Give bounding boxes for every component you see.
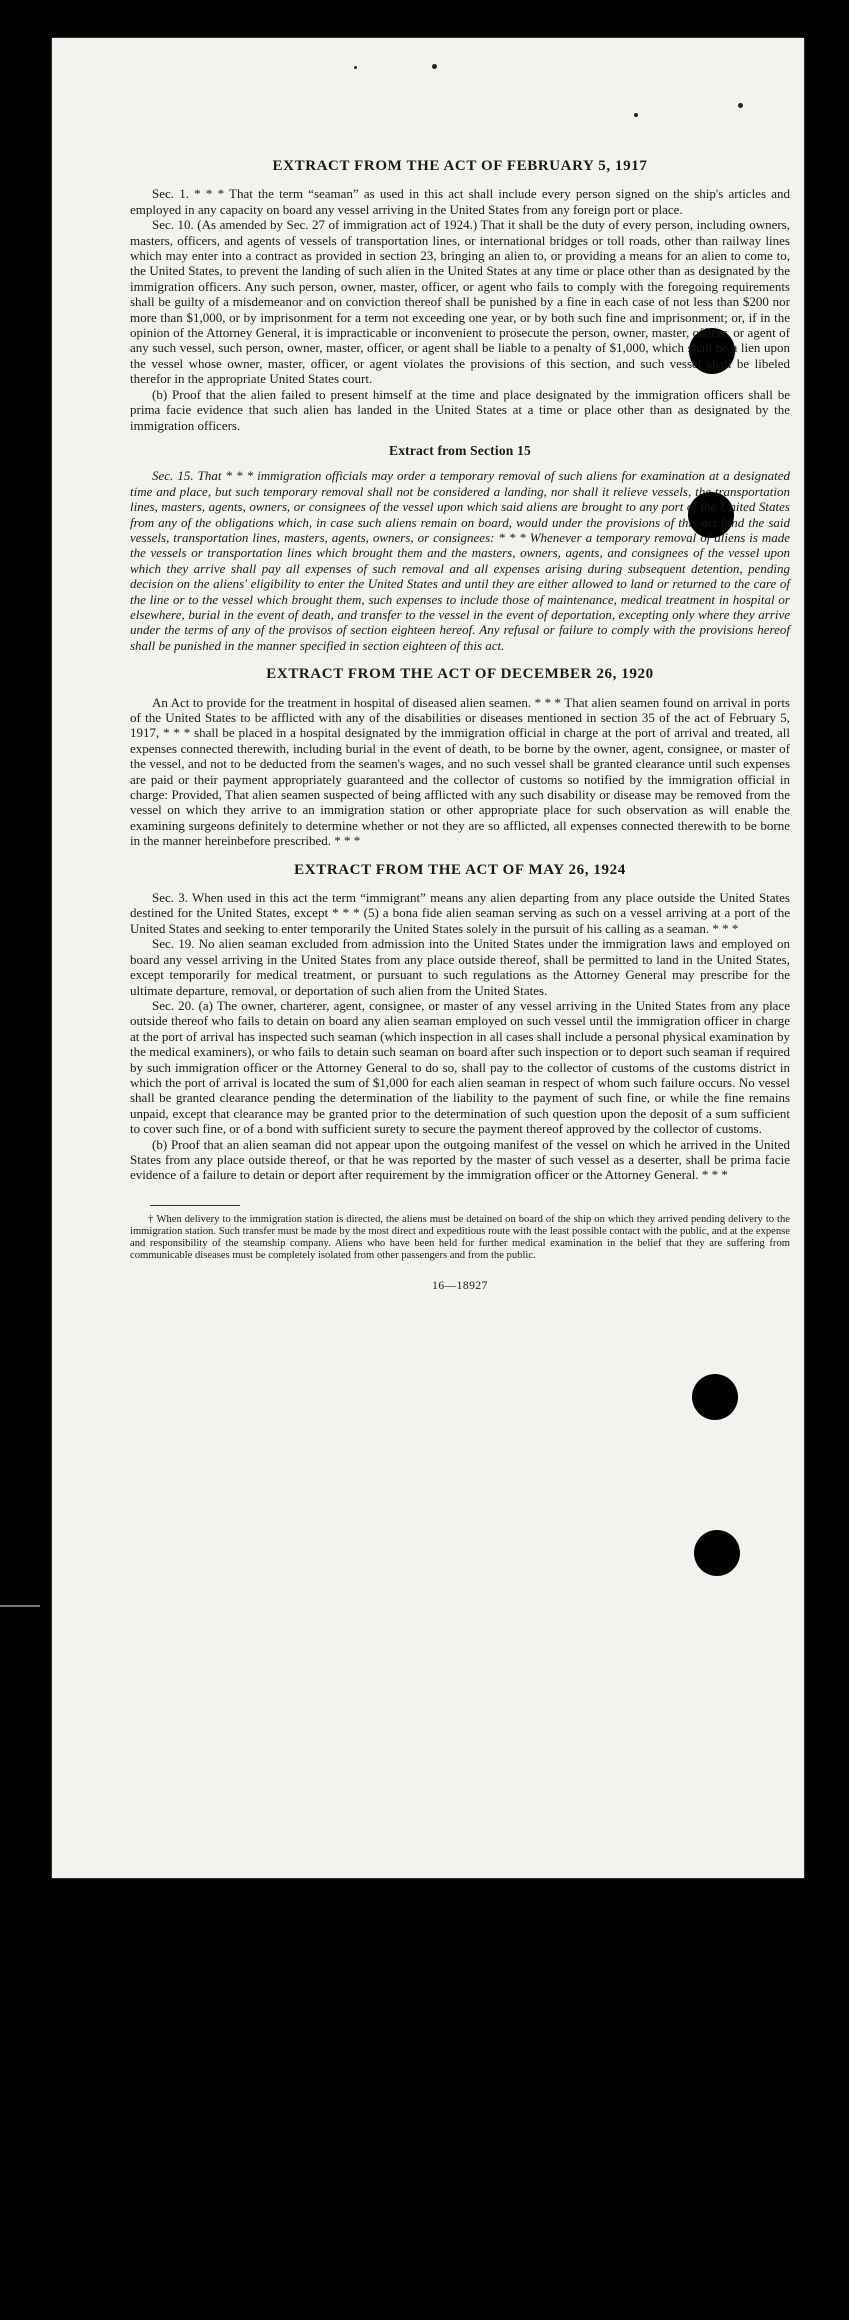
heading-act-1920: EXTRACT FROM THE ACT OF DECEMBER 26, 1920: [266, 666, 654, 683]
form-number: 16—18927: [432, 1279, 488, 1292]
punch-hole: [692, 1374, 738, 1420]
paragraph-sec-1: Sec. 1. * * * That the term “seaman” as used in this act shall include every person signed on the ship's articles and employed in any capacity on board any vessel arriving in the United States from any foreign port or place.: [130, 186, 790, 217]
document-page: [52, 38, 804, 1878]
footnote-divider: [150, 1205, 240, 1206]
footnote: † When delivery to the immigration station is directed, the aliens must be detained on board of the ship on which they arrived pending delivery to the immigration station. Such transfer must be made by the most direct and expeditious route with the least possible contact with the public, and at the expense and responsibility of the steamship company. Aliens who have been held for further medical examination in the belief that they are suffering from communicable diseases must be completely isolated from other passengers and from the public.: [130, 1213, 790, 1262]
scan-speck: [432, 64, 437, 69]
heading-act-1917: EXTRACT FROM THE ACT OF FEBRUARY 5, 1917: [272, 158, 648, 174]
scan-edge-mark: [0, 1605, 40, 1607]
paragraph-sec-15: Sec. 15. That * * * immigration officials may order a temporary removal of such aliens for examination at a designated time and place, but such temporary removal shall not be considered a landing, nor shall it relieve vessels, the transportation lines, masters, agents, owners, or consignees of the vessel upon which said aliens are brought to any port of the United States from any of the obligations which, in case such aliens remain on board, would under the provisions of this act bind the said vessels, transportation lines, masters, agents, owners, or consignees: * * * Whenever a temporary removal of aliens is made the vessels or transportation lines which brought them and the masters, owners, agents, and consignees of the vessel upon which they arrive shall pay all expenses of such removal and all expenses arising during subsequent detention, pending decision on the aliens' eligibility to enter the United States and until they are either allowed to land or returned to the care of the line or to the vessel which brought them, such expenses to include those of maintenance, medical treatment in hospital or elsewhere, burial in the event of death, and transfer to the vessel in the event of deportation, excepting only where they arrive under the terms of any of the provisos of section eighteen hereof. Any refusal or failure to comply with the provisions hereof shall be punished in the manner specified in section eighteen of this act.: [130, 468, 790, 653]
heading-section-15: Extract from Section 15: [389, 442, 531, 458]
scan-speck: [354, 66, 357, 69]
paragraph-sec-19: Sec. 19. No alien seaman excluded from admission into the United States under the immigration laws and employed on board any vessel arriving in the United States from any place outside thereof, shall be permitted to land in the United States, except temporarily for medical treatment, or pursuant to such regulations as the Attorney General may prescribe for the ultimate departure, removal, or deportation of such alien from the United States.: [130, 936, 790, 998]
paragraph-act-1920: An Act to provide for the treatment in hospital of diseased alien seamen. * * * That alien seamen found on arrival in ports of the United States to be afflicted with any of the disabilities or diseases mentioned in section 35 of the act of February 5, 1917, * * * shall be placed in a hospital designated by the immigration official in charge at the port of arrival and treated, all expenses connected therewith, including burial in the event of death, to be borne by the owner, agent, consignee, or master of the vessel, and not to be deducted from the seamen's wages, and no such vessel shall be granted clearance until such expenses are paid or their payment appropriately guaranteed and the collector of customs so notified by the immigration official in charge: Provided, That alien seamen suspected of being afflicted with any such disability or disease may be removed from the vessel on which they arrive to an immigration station or other appropriate place for such observation as will enable the examining surgeons definitely to determine whether or not they are so afflicted, all expenses connected therewith to be borne in the manner hereinbefore prescribed. * * *: [130, 694, 790, 849]
paragraph-sec-10-b: (b) Proof that the alien failed to present himself at the time and place designated by the immigration officers shall be prima facie evidence that such alien has landed in the United States at a time or place other than as designated by the immigration officers.: [130, 386, 790, 433]
document-body: [130, 155, 790, 1294]
punch-hole: [694, 1530, 740, 1576]
heading-act-1924: EXTRACT FROM THE ACT OF MAY 26, 1924: [294, 861, 626, 878]
paragraph-sec-20-a: Sec. 20. (a) The owner, charterer, agent, consignee, or master of any vessel arriving in the United States from any place outside thereof who fails to detain on board any alien seaman employed on such vessel until the immigration officer in charge at the port of arrival has inspected such seaman (which inspection in all cases shall include a personal physical examination by the medical examiners), or who fails to detain such seaman on board after such inspection or to deport such seaman if required by such immigration officer or the Attorney General to do so, shall pay to the collector of customs of the customs district in which the port of arrival is located the sum of $1,000 for each alien seaman in respect of whom such failure occurs. No vessel shall be granted clearance pending the determination of the liability to the payment of such fine, or while the fine remains unpaid, except that clearance may be granted prior to the determination of such question upon the deposit of a sum sufficient to cover such fine, or of a bond with sufficient surety to secure the payment thereof approved by the collector of customs.: [130, 997, 790, 1137]
paragraph-sec-20-b: (b) Proof that an alien seaman did not appear upon the outgoing manifest of the vessel on which he arrived in the United States from any place outside thereof, or that he was reported by the master of such vessel as a deserter, shall be prima facie evidence of a failure to detain or deport after requirement by the immigration officer or the Attorney General. * * *: [130, 1136, 790, 1183]
scan-speck: [634, 113, 638, 117]
scan-speck: [738, 103, 743, 108]
paragraph-sec-3: Sec. 3. When used in this act the term “immigrant” means any alien departing from any place outside the United States destined for the United States, except * * * (5) a bona fide alien seaman serving as such on a vessel arriving at a port of the United States and seeking to enter temporarily the United States solely in the pursuit of his calling as a seaman. * * *: [130, 890, 790, 936]
paragraph-sec-10: Sec. 10. (As amended by Sec. 27 of immigration act of 1924.) That it shall be the duty of every person, including owners, masters, officers, and agents of vessels of transportation lines, or international bridges or toll roads, other than railway lines which may enter into a contract as provided in section 23, bringing an alien to, or providing a means for an alien to come to, the United States, to prevent the landing of such alien in the United States at any time or place other than as designated by the immigration officers. Any such person, owner, master, officer, or agent who fails to comply with the foregoing requirements shall be guilty of a misdemeanor and on conviction thereof shall be punished by a fine in each case of not less than $200 nor more than $1,000, or by imprisonment for a term not exceeding one year, or by both such fine and imprisonment; or, if in the opinion of the Attorney General, it is impracticable or inconvenient to prosecute the person, owner, master, officer, or agent of any such vessel, such person, owner, master, officer, or agent shall be liable to a penalty of $1,000, which shall be a lien upon the vessel whose owner, master, officer, or agent violates the provisions of this section, and such vessel shall be libeled therefor in the appropriate United States court.: [130, 217, 790, 387]
